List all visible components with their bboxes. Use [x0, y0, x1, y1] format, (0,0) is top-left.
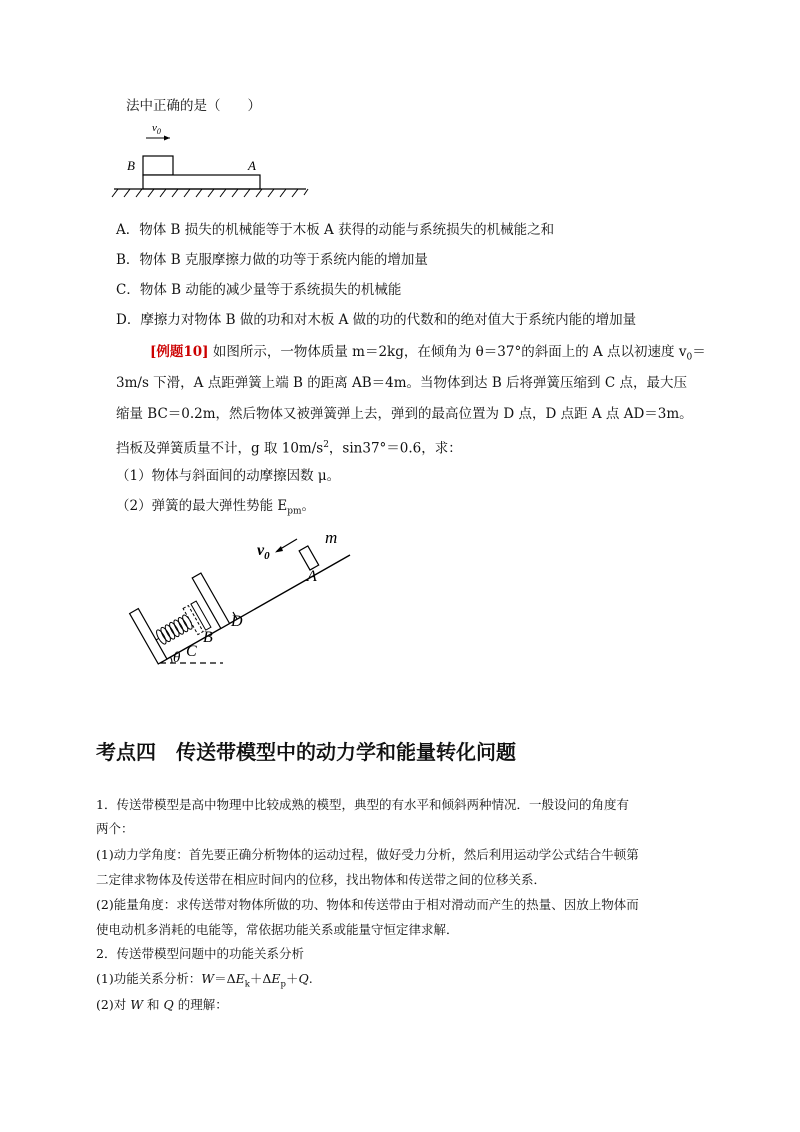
- fig2-spring: [152, 614, 194, 647]
- option-d: D．摩擦力对物体 B 做的功和对木板 A 做的功的代数和的绝对值大于系统内能的增加量: [116, 312, 637, 328]
- example-line-3: 缩量 BC＝0.2m，然后物体又被弹簧弹上去，弹到的最高位置为 D 点，D 点距 A 点 AD＝3m。: [116, 406, 693, 422]
- body-p1-line1: 1．传送带模型是高中物理中比较成熟的模型，典型的有水平和倾斜两种情况．一般设问的角度有: [96, 797, 629, 812]
- body-p1-line2: 两个：: [96, 821, 134, 836]
- fig1-ground-hatching: [112, 189, 308, 197]
- fig2-v0-label: $v_0$: [257, 542, 270, 562]
- fig2-c-label: C: [186, 643, 197, 660]
- body-p3-line1: (2)能量角度：求传送带对物体所做的功、物体和传送带由于相对滑动而产生的热量、因放上物体而: [96, 897, 639, 912]
- fig2-a-label: A: [307, 568, 317, 585]
- option-a: A．物体 B 损失的机械能等于木板 A 获得的动能与系统损失的机械能之和: [116, 222, 555, 238]
- fig2-block-m: [299, 546, 319, 570]
- fig1-v0-label: $v_0$: [152, 122, 161, 136]
- fig1-arrow-head: [164, 136, 170, 141]
- body-p3-line2: 使电动机多消耗的电能等，常依据功能关系或能量守恒定律求解．: [96, 922, 459, 937]
- body-p2-line1: (1)动力学角度：首先要正确分析物体的运动过程，做好受力分析，然后利用运动学公式结合牛顿第: [96, 847, 639, 862]
- example-line-4: 挡板及弹簧质量不计，g 取 $10m/s^2$，sin37°＝0.6，求：: [116, 440, 462, 457]
- figure-incline-spring: [115, 525, 355, 675]
- figure-block-on-plank: [110, 118, 310, 203]
- example-label: [例题10]: [150, 344, 209, 360]
- fig1-block-b: [143, 156, 173, 175]
- example-line-1: [例题10] 如图所示，一物体质量 m＝2kg，在倾角为 θ＝37°的斜面上的 A 点以初速度 $v_0=$: [150, 344, 706, 363]
- fig2-angle-arc: [171, 657, 173, 663]
- fig2-m-label: m: [325, 528, 338, 547]
- body-p4: 2．传送带模型问题中的功能关系分析: [96, 946, 304, 961]
- body-p2-line2: 二定律求物体及传送带在相应时间内的位移，找出物体和传送带之间的位移关系．: [96, 872, 547, 887]
- question-tail: 法中正确的是（ ）: [126, 98, 261, 114]
- example-question-1: （1）物体与斜面间的动摩擦因数 μ。: [116, 468, 341, 484]
- fig1-label-a: A: [248, 158, 256, 173]
- fig2-theta-label: θ: [173, 650, 181, 666]
- option-b: B．物体 B 克服摩擦力做的功等于系统内能的增加量: [116, 252, 428, 268]
- section-heading: 考点四 传送带模型中的动力学和能量转化问题: [96, 740, 516, 764]
- fig2-b-label: B: [203, 629, 213, 646]
- body-p6: (2)对 W 和 Q 的理解：: [96, 997, 228, 1012]
- fig2-arrow-head: [275, 546, 283, 553]
- example-question-2: （2）弹簧的最大弹性势能 $E_{pm}$。: [116, 498, 316, 517]
- fig2-d-label: D: [231, 613, 243, 630]
- body-p5: (1)功能关系分析：$W=\Delta E_k+\Delta E_p+Q$.: [96, 971, 313, 990]
- fig1-plank-a: [143, 175, 260, 189]
- example-line-2: 3m/s 下滑，A 点距弹簧上端 B 的距离 AB＝4m。当物体到达 B 后将弹簧压缩到 C 点，最大压: [116, 375, 687, 391]
- option-c: C．物体 B 动能的减少量等于系统损失的机械能: [116, 282, 402, 298]
- fig1-label-b: B: [127, 158, 135, 173]
